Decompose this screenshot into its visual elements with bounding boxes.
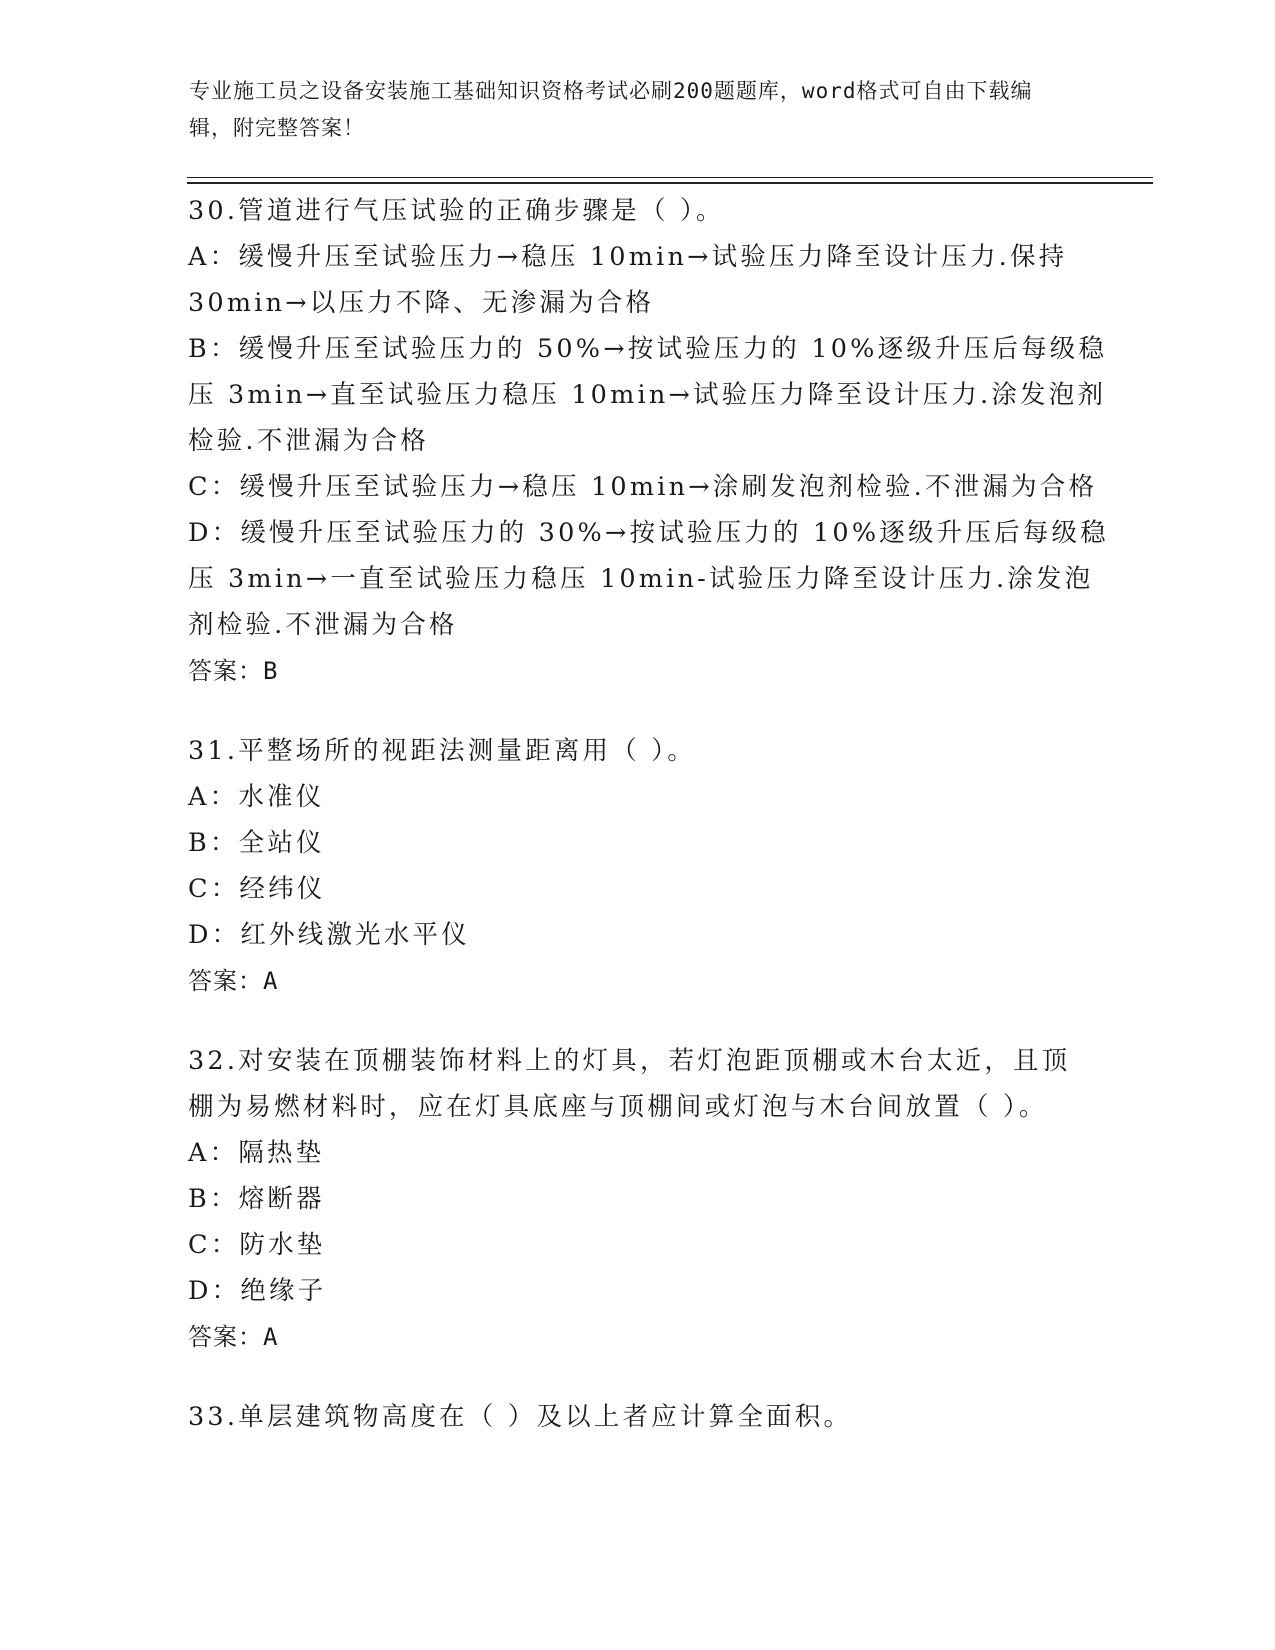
- option-line: 压 3min→一直至试验压力稳压 10min-试验压力降至设计压力.涂发泡: [188, 564, 1094, 594]
- question-block: [188, 728, 1088, 1004]
- option-line: B：全站仪: [188, 828, 325, 858]
- question-stem: 32.对安装在顶棚装饰材料上的灯具，若灯泡距顶棚或木台太近，且顶: [188, 1046, 1071, 1076]
- option-line: 剂检验.不泄漏为合格: [188, 610, 458, 640]
- question-block: [188, 1038, 1088, 1360]
- question-list: [188, 188, 1109, 1440]
- header-divider-thick: [187, 182, 1153, 184]
- option-line: B：缓慢升压至试验压力的 50%→按试验压力的 10%逐级升压后每级稳: [188, 334, 1108, 364]
- option-line: C：防水垫: [188, 1230, 326, 1260]
- question-block: [188, 1394, 1088, 1440]
- option-line: C：经纬仪: [188, 874, 326, 904]
- answer-label: 答案：B: [188, 657, 279, 685]
- option-line: D：红外线激光水平仪: [188, 920, 470, 950]
- option-line: D：绝缘子: [188, 1276, 327, 1306]
- question-stem: 31.平整场所的视距法测量距离用（ ）。: [188, 736, 696, 766]
- answer-label: 答案：A: [188, 967, 279, 995]
- option-line: D：缓慢升压至试验压力的 30%→按试验压力的 10%逐级升压后每级稳: [188, 518, 1109, 548]
- header-divider: [187, 177, 1153, 178]
- option-line: A：水准仪: [188, 782, 325, 812]
- option-line: 30min→以压力不降、无渗漏为合格: [188, 288, 655, 318]
- option-line: A：隔热垫: [188, 1138, 325, 1168]
- question-stem: 33.单层建筑物高度在（ ）及以上者应计算全面积。: [188, 1402, 853, 1432]
- answer-label: 答案：A: [188, 1323, 279, 1351]
- option-line: B：熔断器: [188, 1184, 325, 1214]
- option-line: C：缓慢升压至试验压力→稳压 10min→涂刷发泡剂检验.不泄漏为合格: [188, 472, 1098, 502]
- question-stem: 棚为易燃材料时，应在灯具底座与顶棚间或灯泡与木台间放置（ ）。: [188, 1092, 1048, 1122]
- question-stem: 30.管道进行气压试验的正确步骤是（ ）。: [188, 196, 725, 226]
- option-line: 检验.不泄漏为合格: [188, 426, 429, 456]
- document-header: 专业施工员之设备安装施工基础知识资格考试必刷200题题库，word格式可自由下载编辑，附完整答案！: [189, 79, 1033, 140]
- question-block: [188, 188, 1109, 694]
- option-line: A：缓慢升压至试验压力→稳压 10min→试验压力降至设计压力.保持: [188, 242, 1068, 272]
- option-line: 压 3min→直至试验压力稳压 10min→试验压力降至设计压力.涂发泡剂: [188, 380, 1107, 410]
